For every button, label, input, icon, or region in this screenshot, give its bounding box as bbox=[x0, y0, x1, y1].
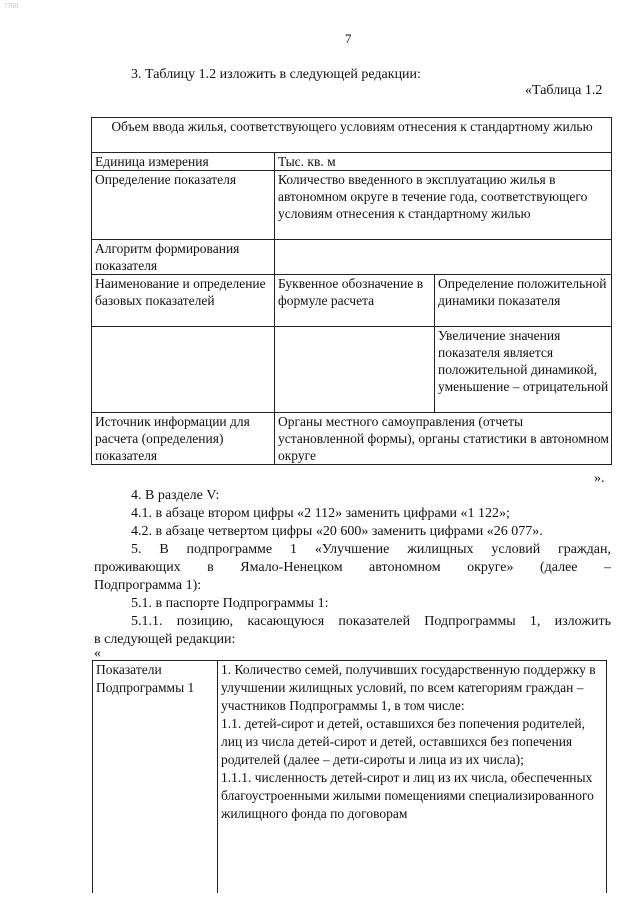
table-cell bbox=[275, 240, 612, 275]
open-quote: « bbox=[94, 646, 101, 661]
table-cell: Определение показателя bbox=[92, 171, 275, 240]
indicators-table bbox=[92, 660, 607, 893]
table-cell: Увеличение значения показателя является положительной динамикой, уменьшение – отрицательной bbox=[435, 327, 612, 413]
table-1-2 bbox=[91, 117, 612, 465]
table-cell: Количество введенного в эксплуатацию жилья в автономном округе в течение года, соответствующего условиям отнесения к стандартному жилью bbox=[275, 171, 612, 240]
indicators-label-cell: Показатели Подпрограммы 1 bbox=[93, 661, 218, 894]
table-cell bbox=[92, 327, 275, 413]
item-3-text: 3. Таблицу 1.2 изложить в следующей редакции: bbox=[131, 67, 421, 82]
table-header-cell: Объем ввода жилья, соответствующего условиям отнесения к стандартному жилью bbox=[92, 118, 612, 153]
table-cell: Определение положительной динамики показателя bbox=[435, 275, 612, 327]
item-4-1-text: 4.1. в абзаце втором цифры «2 112» заменить цифрами «1 122»; bbox=[131, 506, 510, 521]
table-cell: Источник информации для расчета (определения) показателя bbox=[92, 413, 275, 465]
table-cell: Наименование и определение базовых показателей bbox=[92, 275, 275, 327]
page-number: 7 bbox=[345, 31, 352, 46]
table-cell: Органы местного самоуправления (отчеты установленной формы), органы статистики в автономном округе bbox=[275, 413, 612, 465]
table-cell: Тыс. кв. м bbox=[275, 153, 612, 171]
item-5-1-1-line-1: 5.1.1. позицию, касающуюся показателей Подпрограммы 1, изложить bbox=[131, 614, 611, 629]
item-5-line-2: проживающих в Ямало-Ненецком автономном округе» (далее – bbox=[94, 560, 611, 575]
table-cell bbox=[275, 327, 435, 413]
indicators-text-cell: 1. Количество семей, получивших государственную поддержку в улучшении жилищных условий, по всем категориям граждан – участников Подпрограммы 1, в том числе: 1.1. детей-сирот и детей, оставшихся без попечения родителей, лиц из числа детей-сирот и детей, оставшихся без попечения родителей (далее – дети-сироты и лица из их числа); 1.1.1. численность детей-сирот и лиц из их числа, обеспеченных благоустроенными жилыми помещениями специализированного жилищного фонда по договорам bbox=[218, 661, 607, 894]
item-5-1-text: 5.1. в паспорте Подпрограммы 1: bbox=[131, 596, 329, 611]
page-top-mark: 7700 bbox=[4, 2, 18, 10]
table-label: «Таблица 1.2 bbox=[525, 83, 603, 98]
item-5-line-1: 5. В подпрограмме 1 «Улучшение жилищных условий граждан, bbox=[131, 542, 611, 557]
table-cell: Буквенное обозначение в формуле расчета bbox=[275, 275, 435, 327]
item-4-text: 4. В разделе V: bbox=[131, 488, 220, 503]
item-4-2-text: 4.2. в абзаце четвертом цифры «20 600» заменить цифрами «26 077». bbox=[131, 524, 543, 539]
table-row bbox=[93, 661, 607, 894]
table-row bbox=[92, 327, 612, 413]
table-cell: Единица измерения bbox=[92, 153, 275, 171]
table-row bbox=[92, 171, 612, 240]
table-row bbox=[92, 118, 612, 153]
closing-quote: ». bbox=[594, 471, 605, 486]
table-row bbox=[92, 413, 612, 465]
item-5-1-1-line-2: в следующей редакции: bbox=[94, 632, 236, 647]
table-row bbox=[92, 153, 612, 171]
table-row bbox=[92, 240, 612, 275]
table-row bbox=[92, 275, 612, 327]
table-cell: Алгоритм формирования показателя bbox=[92, 240, 275, 275]
item-5-line-3: Подпрограмма 1): bbox=[94, 578, 202, 593]
